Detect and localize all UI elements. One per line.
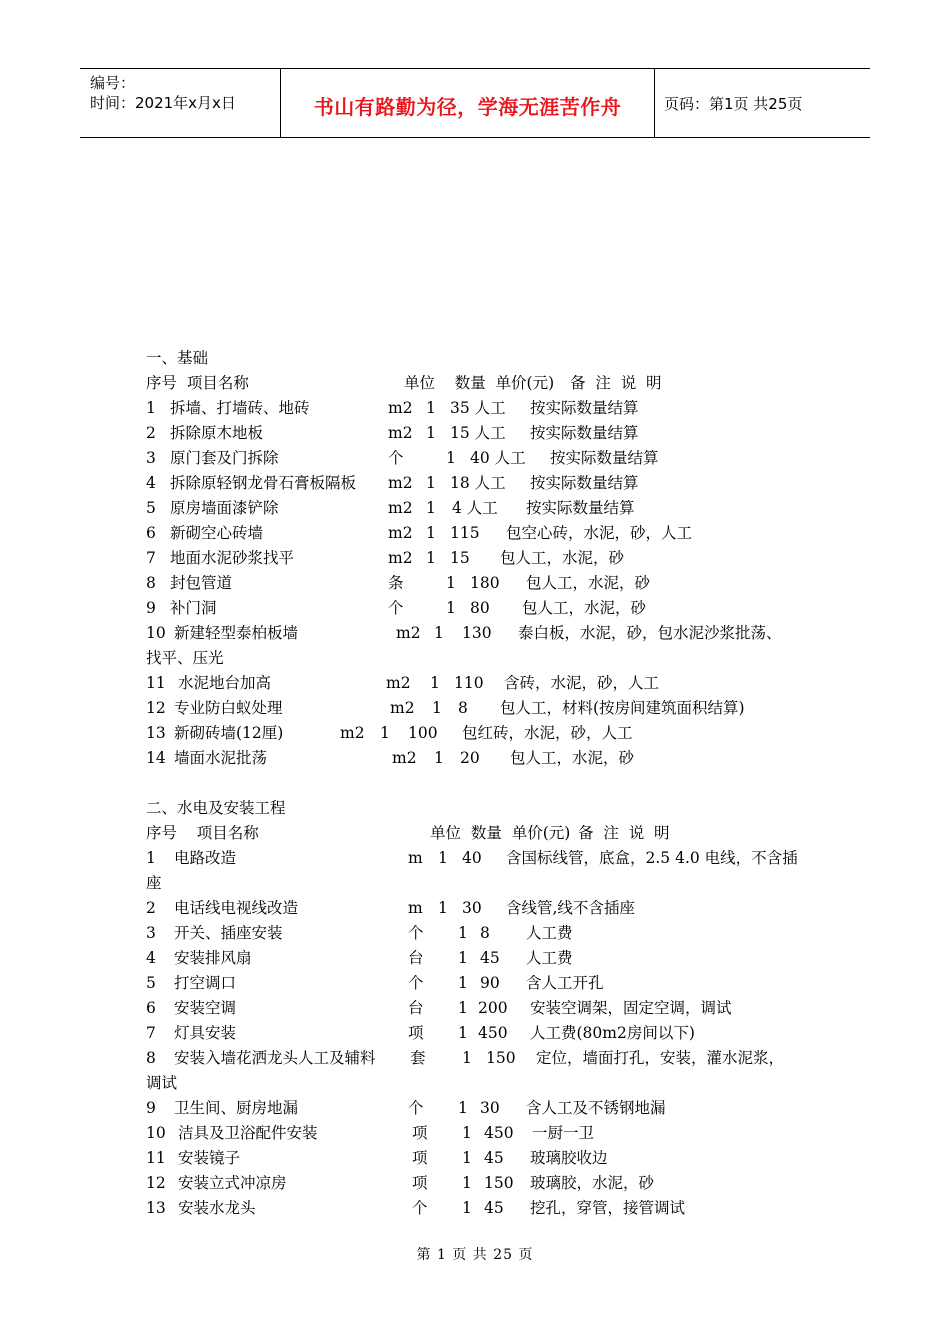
unit-price: 90 [480, 974, 500, 992]
remark: 挖孔，穿管，接管调试 [530, 1199, 686, 1217]
quantity: 1 [462, 1149, 472, 1167]
column-header-remark: 备 注 说 明 [570, 374, 662, 392]
remark: 包人工，水泥，砂 [526, 574, 651, 592]
item-name: 安装空调 [174, 999, 237, 1017]
column-header-unit-qty-price: 单位 数量 单价(元) [404, 374, 555, 392]
remark: 按实际数量结算 [550, 449, 659, 467]
unit: m2 [388, 499, 413, 517]
unit-price: 18 人工 [450, 474, 506, 492]
unit: m2 [392, 749, 417, 767]
unit-price: 115 [450, 524, 480, 542]
quantity: 1 [462, 1049, 472, 1067]
unit-price: 8 [480, 924, 490, 942]
remark: 按实际数量结算 [530, 424, 639, 442]
row-number: 11 [146, 1149, 166, 1167]
quantity: 1 [430, 674, 440, 692]
item-name: 原房墙面漆铲除 [170, 499, 279, 517]
unit-price: 30 [480, 1099, 500, 1117]
row-number: 14 [146, 749, 166, 767]
quantity: 1 [446, 574, 456, 592]
remark: 包人工，水泥，砂 [522, 599, 647, 617]
item-name: 卫生间、厨房地漏 [174, 1099, 299, 1117]
row-number: 13 [146, 724, 166, 742]
row-number: 9 [146, 599, 156, 617]
item-name: 原门套及门拆除 [170, 449, 279, 467]
quantity: 1 [458, 974, 468, 992]
row-number: 8 [146, 1049, 156, 1067]
quantity: 1 [446, 599, 456, 617]
row-number: 3 [146, 449, 156, 467]
unit: m2 [388, 424, 413, 442]
row-number: 6 [146, 524, 156, 542]
row-number: 2 [146, 424, 156, 442]
unit-price: 80 [470, 599, 490, 617]
item-name: 新砌空心砖墙 [170, 524, 264, 542]
item-name: 专业防白蚁处理 [174, 699, 283, 717]
remark-continued: 找平、压光 [146, 649, 224, 667]
unit: 台 [408, 949, 424, 967]
unit: 项 [412, 1124, 428, 1142]
remark-continued: 座 [146, 874, 162, 892]
item-name: 拆除原轻钢龙骨石膏板隔板 [170, 474, 357, 492]
quantity: 1 [432, 699, 442, 717]
unit: m [408, 849, 423, 867]
row-number: 10 [146, 624, 166, 642]
unit-price: 15 [450, 549, 470, 567]
remark: 按实际数量结算 [530, 474, 639, 492]
unit-price: 100 [408, 724, 438, 742]
section-title: 一、基础 [146, 349, 209, 367]
unit-price: 150 [486, 1049, 516, 1067]
row-number: 13 [146, 1199, 166, 1217]
row-number: 4 [146, 474, 156, 492]
row-number: 7 [146, 1024, 156, 1042]
quantity: 1 [426, 524, 436, 542]
remark: 含线管,线不含插座 [506, 899, 635, 917]
unit: 个 [412, 1199, 428, 1217]
unit-price: 40 [462, 849, 482, 867]
unit: m2 [388, 474, 413, 492]
item-name: 封包管道 [170, 574, 233, 592]
unit-price: 20 [460, 749, 480, 767]
quantity: 1 [458, 949, 468, 967]
item-name: 地面水泥砂浆找平 [170, 549, 295, 567]
item-name: 开关、插座安装 [174, 924, 283, 942]
column-header-no-name: 序号 项目名称 [146, 824, 259, 842]
remark: 人工费 [526, 949, 573, 967]
remark: 玻璃胶，水泥，砂 [530, 1174, 655, 1192]
item-name: 安装镜子 [178, 1149, 241, 1167]
header-motto: 书山有路勤为径，学海无涯苦作舟 [313, 95, 622, 119]
header-meta [90, 73, 236, 113]
item-name: 新砌砖墙(12厘) [174, 724, 284, 742]
unit: 个 [388, 599, 404, 617]
quantity: 1 [462, 1124, 472, 1142]
item-name: 电话线电视线改造 [174, 899, 299, 917]
quantity: 1 [426, 549, 436, 567]
item-name: 安装入墙花洒龙头人工及辅料 [174, 1049, 376, 1067]
page-header [80, 68, 870, 138]
row-number: 8 [146, 574, 156, 592]
remark: 包人工，水泥，砂 [500, 549, 625, 567]
unit-price: 150 [484, 1174, 514, 1192]
unit-price: 15 人工 [450, 424, 506, 442]
unit: m2 [388, 524, 413, 542]
quantity: 1 [462, 1199, 472, 1217]
row-number: 6 [146, 999, 156, 1017]
item-name: 拆除原木地板 [170, 424, 264, 442]
unit-price: 4 人工 [452, 499, 498, 517]
column-header-no-name: 序号 项目名称 [146, 374, 249, 392]
remark: 人工费 [526, 924, 573, 942]
quantity: 1 [434, 749, 444, 767]
unit: 项 [412, 1174, 428, 1192]
unit: m2 [396, 624, 421, 642]
remark: 一厨一卫 [532, 1124, 595, 1142]
item-name: 安装排风扇 [174, 949, 252, 967]
quantity: 1 [426, 424, 436, 442]
item-name: 洁具及卫浴配件安装 [178, 1124, 318, 1142]
remark: 按实际数量结算 [526, 499, 635, 517]
unit-price: 45 [484, 1149, 504, 1167]
unit-price: 8 [458, 699, 468, 717]
row-number: 12 [146, 1174, 166, 1192]
remark: 安装空调架，固定空调，调试 [530, 999, 732, 1017]
quantity: 1 [458, 1024, 468, 1042]
item-name: 补门洞 [170, 599, 217, 617]
quantity: 1 [438, 849, 448, 867]
remark: 包人工，水泥，砂 [510, 749, 635, 767]
quantity: 1 [446, 449, 456, 467]
unit-price: 200 [478, 999, 508, 1017]
unit-price: 450 [484, 1124, 514, 1142]
unit: 项 [408, 1024, 424, 1042]
row-number: 7 [146, 549, 156, 567]
item-name: 电路改造 [174, 849, 237, 867]
quantity: 1 [458, 999, 468, 1017]
remark: 按实际数量结算 [530, 399, 639, 417]
remark: 泰白板，水泥，砂，包水泥沙浆批荡、 [518, 624, 782, 642]
row-number: 1 [146, 399, 156, 417]
row-number: 9 [146, 1099, 156, 1117]
unit-price: 450 [478, 1024, 508, 1042]
item-name: 灯具安装 [174, 1024, 237, 1042]
section-title: 二、水电及安装工程 [146, 799, 286, 817]
unit-price: 130 [462, 624, 492, 642]
document-number-label: 编号： [90, 74, 136, 92]
remark: 含砖，水泥，砂，人工 [504, 674, 660, 692]
unit: m2 [388, 399, 413, 417]
row-number: 5 [146, 499, 156, 517]
unit: m2 [390, 699, 415, 717]
unit: 项 [412, 1149, 428, 1167]
unit: 个 [408, 974, 424, 992]
unit-price: 45 [480, 949, 500, 967]
unit-price: 30 [462, 899, 482, 917]
row-number: 2 [146, 899, 156, 917]
unit: m [408, 899, 423, 917]
unit: 条 [388, 574, 404, 592]
unit-price: 180 [470, 574, 500, 592]
remark: 包人工，材料(按房间建筑面积结算) [500, 699, 745, 717]
remark: 玻璃胶收边 [530, 1149, 608, 1167]
remark-continued: 调试 [146, 1074, 178, 1092]
unit: 套 [410, 1049, 426, 1067]
quantity: 1 [426, 499, 436, 517]
unit: m2 [388, 549, 413, 567]
quantity: 1 [426, 399, 436, 417]
quantity: 1 [458, 924, 468, 942]
row-number: 1 [146, 849, 156, 867]
unit: m2 [386, 674, 411, 692]
unit: 个 [388, 449, 404, 467]
remark: 含人工开孔 [526, 974, 604, 992]
row-number: 10 [146, 1124, 166, 1142]
item-name: 拆墙、打墙砖、地砖 [170, 399, 310, 417]
document-date: 时间：2021年x月x日 [90, 94, 236, 112]
item-name: 安装立式冲凉房 [178, 1174, 287, 1192]
remark: 包红砖，水泥，砂，人工 [462, 724, 633, 742]
item-name: 新建轻型泰柏板墙 [174, 624, 299, 642]
row-number: 3 [146, 924, 156, 942]
remark: 人工费(80m2房间以下) [530, 1024, 695, 1042]
unit: 个 [408, 924, 424, 942]
quantity: 1 [434, 624, 444, 642]
quantity: 1 [438, 899, 448, 917]
header-page-info: 页码：第1页 共25页 [664, 95, 803, 113]
unit: m2 [340, 724, 365, 742]
quantity: 1 [458, 1099, 468, 1117]
column-header-remark: 备 注 说 明 [578, 824, 670, 842]
header-divider [654, 69, 655, 137]
remark: 含国标线管，底盒，2.5 4.0 电线，不含插 [506, 849, 798, 867]
item-name: 安装水龙头 [178, 1199, 256, 1217]
page-footer: 第 1 页 共 25 页 [416, 1247, 534, 1263]
row-number: 11 [146, 674, 166, 692]
unit: 台 [408, 999, 424, 1017]
column-header-unit-qty-price: 单位 数量 单价(元) [430, 824, 571, 842]
row-number: 12 [146, 699, 166, 717]
remark: 定位，墙面打孔，安装，灌水泥浆， [536, 1049, 785, 1067]
unit: 个 [408, 1099, 424, 1117]
quantity: 1 [426, 474, 436, 492]
unit-price: 40 人工 [470, 449, 526, 467]
remark: 含人工及不锈钢地漏 [526, 1099, 666, 1117]
item-name: 墙面水泥批荡 [174, 749, 268, 767]
quantity: 1 [380, 724, 390, 742]
unit-price: 35 人工 [450, 399, 506, 417]
item-name: 打空调口 [174, 974, 237, 992]
quantity: 1 [462, 1174, 472, 1192]
row-number: 4 [146, 949, 156, 967]
row-number: 5 [146, 974, 156, 992]
remark: 包空心砖，水泥，砂，人工 [506, 524, 693, 542]
unit-price: 110 [454, 674, 484, 692]
unit-price: 45 [484, 1199, 504, 1217]
item-name: 水泥地台加高 [178, 674, 272, 692]
